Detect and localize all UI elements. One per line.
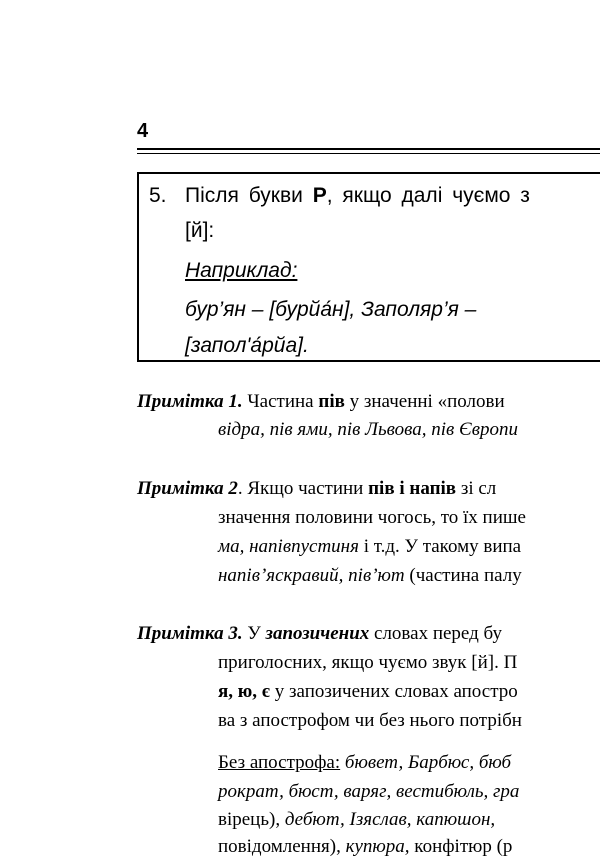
rule-number: 5. bbox=[149, 184, 167, 207]
note-text-italic: дебют, Ізяслав, капюшон, bbox=[284, 809, 496, 830]
note-2-line bbox=[137, 478, 496, 500]
note-text-bold-italic: запозичених bbox=[265, 623, 370, 644]
note-3-line bbox=[137, 623, 502, 645]
note-text-underlined: Без апострофа: bbox=[218, 752, 341, 773]
note-3-line bbox=[218, 681, 518, 703]
note-text-italic: купюра, bbox=[345, 836, 415, 857]
note-text-bold: і bbox=[394, 478, 410, 499]
rule-text: Після букви bbox=[185, 184, 313, 207]
note-text: вірець), bbox=[218, 809, 285, 830]
note-text: (частина палу bbox=[404, 565, 522, 586]
note-3-line bbox=[218, 836, 512, 858]
example-line: [запол'а́рйа]. bbox=[185, 334, 309, 357]
note-1-line bbox=[137, 391, 505, 413]
note-3-line bbox=[218, 809, 495, 831]
note-text-bold: пів bbox=[368, 478, 395, 499]
note-text: у запозичених словах апостро bbox=[270, 681, 518, 702]
example-line: бур’ян – [бурйа́н], Заполяр’я – bbox=[185, 298, 477, 321]
note-text: конфітюр (р bbox=[414, 836, 513, 857]
note-2-line bbox=[218, 565, 522, 587]
note-text-bold: я, ю, є bbox=[218, 681, 271, 702]
note-text: і т.д. У такому випа bbox=[358, 536, 522, 557]
note-label: Примітка 3. bbox=[137, 623, 243, 644]
note-2-line: значення половини чогось, то їх пише bbox=[218, 507, 526, 528]
note-text: у значенні «полови bbox=[344, 391, 505, 412]
rule-text: , якщо далі чуємо з bbox=[326, 184, 530, 207]
note-text-italic: напів’яскравий, пів’ют bbox=[218, 565, 405, 586]
note-3-line bbox=[218, 752, 511, 774]
rule-box bbox=[137, 172, 600, 362]
note-2-line bbox=[218, 536, 521, 558]
rule-letter: Р bbox=[312, 184, 327, 207]
header-rule bbox=[137, 148, 600, 150]
note-text: повідомлення), bbox=[218, 836, 346, 857]
note-label: Примітка 2 bbox=[137, 478, 238, 499]
header-rule-thin bbox=[137, 153, 600, 154]
note-text-italic: бювет, Барбюс, бюб bbox=[340, 752, 512, 773]
note-text-bold: напів bbox=[409, 478, 457, 499]
note-label: Примітка 1. bbox=[137, 391, 243, 412]
rule-text-line: [й]: bbox=[185, 219, 215, 242]
note-3-line: приголосних, якщо чуємо звук [й]. П bbox=[218, 652, 518, 673]
example-label: Наприклад: bbox=[185, 259, 298, 282]
note-text: У bbox=[242, 623, 266, 644]
note-text: зі сл bbox=[456, 478, 497, 499]
page-number: 4 bbox=[137, 120, 149, 142]
note-1-line: відра, пів ями, пів Львова, пів Європи bbox=[218, 419, 519, 440]
note-text: Частина bbox=[242, 391, 319, 412]
note-text: . Якщо частини bbox=[237, 478, 369, 499]
note-3-line: ва з апострофом чи без нього потрібн bbox=[218, 710, 522, 731]
note-3-line: рократ, бюст, варяг, вестибюль, гра bbox=[218, 781, 520, 802]
note-text-bold: пів bbox=[318, 391, 345, 412]
rule-text-line bbox=[185, 184, 530, 208]
note-text: словах перед бу bbox=[369, 623, 502, 644]
note-text-italic: ма, напівпустиня bbox=[218, 536, 359, 557]
